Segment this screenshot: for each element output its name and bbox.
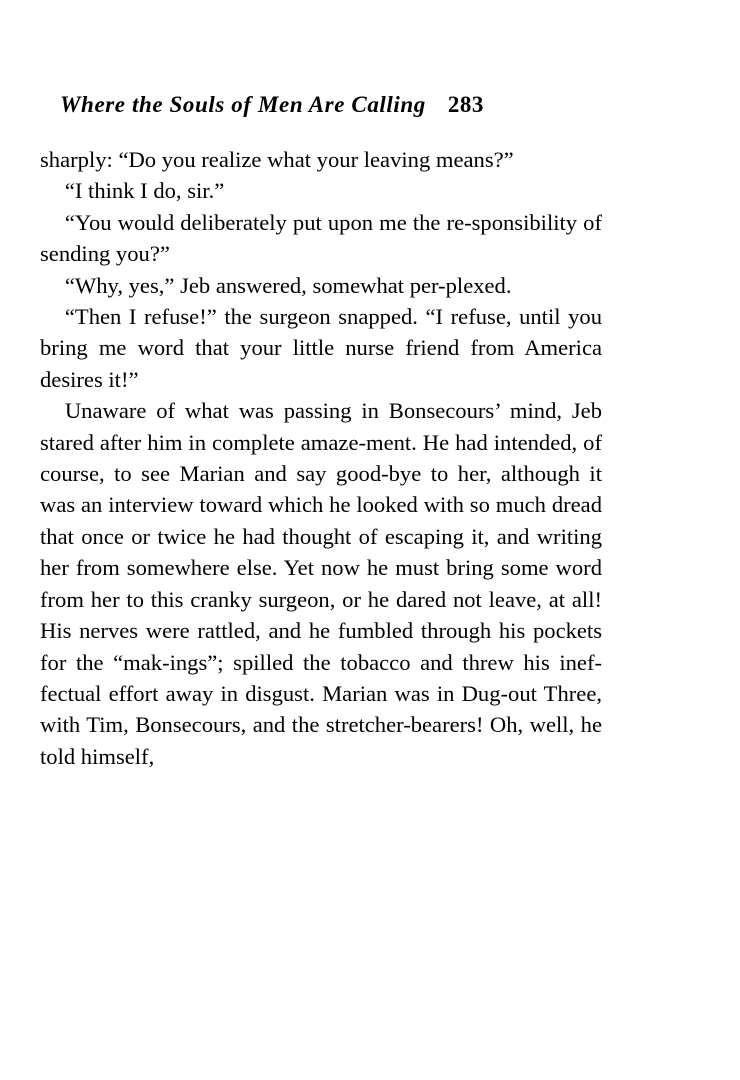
paragraph: “Why, yes,” Jeb answered, somewhat per-plexed.	[64, 272, 512, 298]
paragraph: “Then I refuse!” the surgeon snapped. “I refuse, until you bring me word that your little nurse friend from America desires it!”	[40, 304, 602, 392]
paragraph: “I think I do, sir.”	[64, 178, 225, 204]
running-head-title: Where the Souls of Men Are Calling	[60, 92, 426, 117]
paragraph: “You would deliberately put upon me the re-sponsibility of sending you?”	[40, 209, 602, 267]
body-text	[40, 144, 602, 772]
running-head	[60, 92, 680, 118]
page-number: 283	[447, 92, 484, 117]
paragraph: Unaware of what was passing in Bonsecours’ mind, Jeb stared after him in complete amaze-ment. He had intended, of course, to see Marian and say good-bye to her, although it was an interview toward which he looked with so much dread that once or twice he had thought of escaping it, and writing her from somewhere else. Yet now he must bring some word from her to this cranky surgeon, or he dared not leave, at all! His nerves were rattled, and he fumbled through his pockets for the “mak-ings”; spilled the tobacco and threw his inef-fectual effort away in disgust. Marian was in Dug-out Three, with Tim, Bonsecours, and the stretcher-bearers! Oh, well, he told himself,	[40, 398, 602, 769]
paragraph: sharply: “Do you realize what your leaving means?”	[40, 147, 514, 172]
